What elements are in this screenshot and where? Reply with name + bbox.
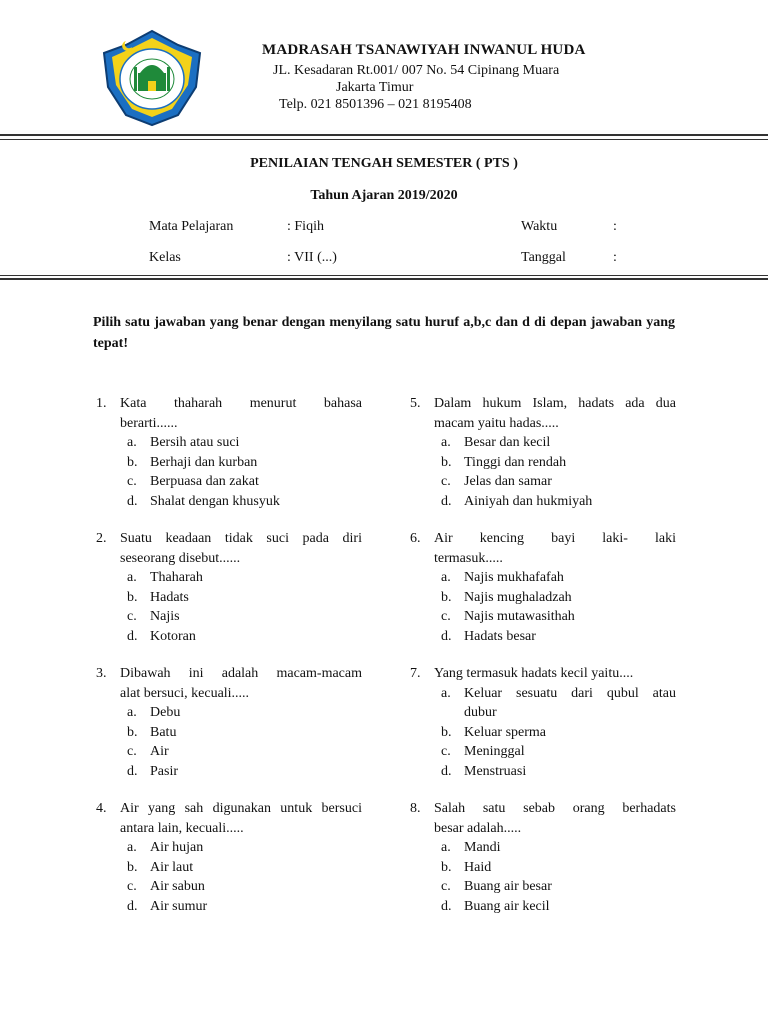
option-a[interactable]: a. Besar dan kecil: [441, 435, 551, 450]
option-b[interactable]: b. Hadats: [127, 589, 189, 605]
question-stem: Salah satu sebab orang berhadats besar adalah.....: [434, 801, 676, 836]
option-c[interactable]: c. Meninggal: [441, 744, 525, 759]
option-d[interactable]: d. Menstruasi: [441, 763, 527, 779]
question-number: 2.: [96, 531, 107, 546]
option-b[interactable]: b. Batu: [127, 724, 177, 740]
option-a[interactable]: a. Najis mukhafafah: [441, 570, 564, 585]
option-b[interactable]: b. Haid: [441, 859, 492, 875]
address-city: Jakarta Timur: [336, 80, 414, 95]
option-a[interactable]: a. Keluar sesuatu dari qubul atau dubur: [441, 685, 676, 720]
question-number: 1.: [96, 396, 107, 411]
question-stem: Kata thaharah menurut bahasa berarti......: [120, 396, 362, 431]
question-stem: Dibawah ini adalah macam-macam alat bersuci, kecuali.....: [120, 666, 362, 701]
subject-label: Mata Pelajaran: [149, 219, 234, 234]
question-stem: Air kencing bayi laki- laki termasuk.....: [434, 531, 676, 566]
option-a[interactable]: a. Thaharah: [127, 570, 203, 585]
question-1: [96, 394, 362, 511]
date-value: :: [613, 250, 617, 265]
option-c[interactable]: c. Najis: [127, 609, 180, 624]
question-number: 6.: [410, 531, 421, 546]
option-b[interactable]: b. Air laut: [127, 859, 194, 875]
question-number: 7.: [410, 666, 421, 681]
exam-title: PENILAIAN TENGAH SEMESTER ( PTS ): [250, 156, 518, 171]
option-d[interactable]: d. Pasir: [127, 763, 178, 779]
class-label: Kelas: [149, 250, 181, 265]
question-number: 3.: [96, 666, 107, 681]
option-b[interactable]: b. Najis mughaladzah: [441, 589, 572, 605]
option-c[interactable]: c. Buang air besar: [441, 879, 552, 894]
phone-line: Telp. 021 8501396 – 021 8195408: [279, 97, 472, 112]
option-c[interactable]: c. Berpuasa dan zakat: [127, 474, 259, 489]
meta-divider-bottom: [0, 278, 768, 280]
option-d[interactable]: d. Hadats besar: [441, 628, 536, 644]
question-5: [410, 394, 676, 511]
question-8: [410, 799, 676, 916]
option-b[interactable]: b. Keluar sperma: [441, 724, 547, 740]
question-number: 5.: [410, 396, 421, 411]
class-value: : VII (...): [287, 250, 337, 265]
question-number: 4.: [96, 801, 107, 816]
address-line: JL. Kesadaran Rt.001/ 007 No. 54 Cipinang Muara: [273, 63, 560, 78]
header-divider-thin: [0, 139, 768, 140]
meta-divider-thin: [0, 275, 768, 276]
instruction-text: Pilih satu jawaban yang benar dengan menyilang satu huruf a,b,c dan d di depan jawaban yang tepat!: [93, 315, 675, 351]
date-label: Tanggal: [521, 250, 566, 265]
question-stem: Air yang sah digunakan untuk bersuci antara lain, kecuali.....: [120, 801, 362, 836]
option-c[interactable]: c. Air: [127, 744, 169, 759]
option-d[interactable]: d. Ainiyah dan hukmiyah: [441, 493, 593, 509]
option-c[interactable]: c. Jelas dan samar: [441, 474, 552, 489]
header-divider-top: [0, 134, 768, 136]
option-c[interactable]: c. Air sabun: [127, 879, 205, 894]
question-stem: Yang termasuk hadats kecil yaitu....: [434, 666, 634, 681]
option-b[interactable]: b. Berhaji dan kurban: [127, 454, 258, 470]
option-a[interactable]: a. Bersih atau suci: [127, 435, 240, 450]
subject-value: : Fiqih: [287, 219, 324, 234]
option-d[interactable]: d. Air sumur: [127, 898, 208, 914]
time-value: :: [613, 219, 617, 234]
question-number: 8.: [410, 801, 421, 816]
option-d[interactable]: d. Kotoran: [127, 628, 196, 644]
time-label: Waktu: [521, 219, 558, 234]
question-7: [410, 664, 676, 781]
option-d[interactable]: d. Buang air kecil: [441, 898, 550, 914]
question-stem: Suatu keadaan tidak suci pada diri seseorang disebut......: [120, 531, 362, 566]
academic-year: Tahun Ajaran 2019/2020: [310, 188, 458, 203]
option-c[interactable]: c. Najis mutawasithah: [441, 609, 575, 624]
option-a[interactable]: a. Debu: [127, 705, 181, 720]
question-4: [96, 799, 362, 916]
question-3: [96, 664, 362, 781]
option-a[interactable]: a. Mandi: [441, 840, 501, 855]
question-6: [410, 529, 676, 646]
option-a[interactable]: a. Air hujan: [127, 840, 204, 855]
school-name: MADRASAH TSANAWIYAH INWANUL HUDA: [262, 42, 586, 58]
school-logo: [96, 27, 208, 127]
question-2: [96, 529, 362, 646]
option-d[interactable]: d. Shalat dengan khusyuk: [127, 493, 280, 509]
option-b[interactable]: b. Tinggi dan rendah: [441, 454, 567, 470]
question-stem: Dalam hukum Islam, hadats ada dua macam yaitu hadas.....: [434, 396, 676, 431]
